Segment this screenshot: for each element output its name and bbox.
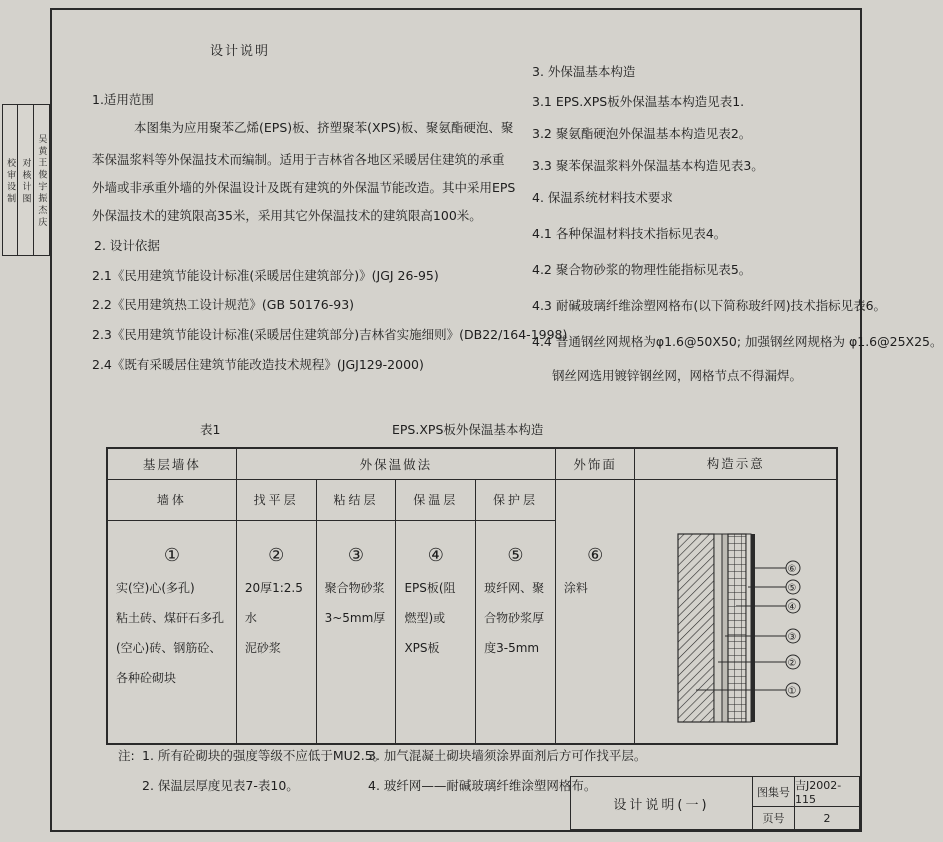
wall-description-cell — [107, 569, 236, 744]
leveling-cell — [236, 569, 316, 744]
atlas-number: 吉J2002-115 — [795, 777, 859, 807]
strip-col-names: 吴 黄 王 俊 宇 振 杰 庆 — [36, 133, 47, 227]
adhesive-line: 3~5mm厚 — [324, 611, 386, 625]
wall-line: 粘土砖、煤矸石多孔 — [116, 611, 225, 625]
diagram-label-5: ⑤ — [787, 583, 799, 594]
note-2: 2. 保温层厚度见表7-表10。 — [142, 778, 299, 793]
right-item: 钢丝网选用镀锌钢丝网，网格节点不得漏焊。 — [552, 368, 803, 383]
leveling-layer — [714, 534, 722, 722]
header-insulation-method: 外保温做法 — [236, 448, 555, 480]
s2-title: 2. 设计依据 — [94, 238, 160, 253]
right-item: 4.2 聚合物砂浆的物理性能指标见表5。 — [532, 262, 752, 277]
insulation-line: XPS板 — [404, 641, 440, 655]
note-4: 4. 玻纤网——耐碱玻璃纤维涂塑网格布。 — [368, 778, 597, 793]
insulation-layer — [728, 534, 746, 722]
subheader-protective: 保护层 — [476, 480, 556, 521]
right-item: 4.1 各种保温材料技术指标见表4。 — [532, 226, 727, 241]
wall-line: 各种砼砌块 — [116, 671, 177, 685]
signature-strip — [2, 104, 50, 256]
num-3: ③ — [316, 521, 396, 570]
protective-line: 玻纤网、聚 — [484, 581, 545, 595]
wall-line: 实(空)心(多孔) — [116, 581, 195, 595]
adhesive-cell — [316, 569, 396, 744]
num-5: ⑤ — [476, 521, 556, 570]
insulation-line: 燃型)或 — [404, 611, 446, 625]
diagram-label-3: ③ — [787, 632, 799, 643]
s2-item: 2.2《民用建筑热工设计规范》(GB 50176-93) — [92, 297, 355, 312]
s3-title: 3. 外保温基本构造 — [532, 64, 636, 79]
atlas-label: 图集号 — [753, 777, 795, 807]
right-item: 4.3 耐碱玻璃纤维涂塑网格布(以下简称玻纤网)技术指标见表6。 — [532, 298, 887, 313]
diagram-label-4: ④ — [787, 602, 799, 613]
leveling-line: 20厚1:2.5水 — [244, 581, 303, 625]
subheader-finish-blank — [555, 480, 635, 521]
insulation-line: EPS板(阻 — [404, 581, 456, 595]
note-1: 1. 所有砼砌块的强度等级不应低于MU2.5。 — [142, 748, 386, 763]
s1-line: 外墙或非承重外墙的外保温设计及既有建筑的外保温节能改造。其中采用EPS — [92, 180, 516, 195]
notes-label: 注: — [118, 748, 135, 763]
finish-cell — [555, 569, 635, 744]
header-diagram-cell — [635, 448, 837, 744]
page-label: 页号 — [753, 807, 795, 829]
protective-cell — [476, 569, 556, 744]
s2-item: 2.1《民用建筑节能设计标准(采暖居住建筑部分)》(JGJ 26-95) — [92, 268, 439, 283]
right-item: 4. 保温系统材料技术要求 — [532, 190, 673, 205]
right-item: 3.1 EPS.XPS板外保温基本构造见表1. — [532, 94, 745, 109]
s1-line: 外保温技术的建筑限高35米，采用其它外保温技术的建筑限高100米。 — [92, 208, 482, 223]
s1-line: 苯保温浆料等外保温技术而编制。适用于吉林省各地区采暖居住建筑的承重 — [92, 152, 505, 167]
num-6: ⑥ — [555, 521, 635, 570]
adhesive-line: 聚合物砂浆 — [324, 581, 385, 595]
num-1: ① — [107, 521, 236, 570]
header-finish: 外饰面 — [555, 448, 635, 480]
s1-title: 1.适用范围 — [92, 92, 154, 107]
s2-item: 2.4《既有采暖居住建筑节能改造技术规程》(JGJ129-2000) — [92, 357, 424, 372]
wall-section-diagram — [636, 480, 836, 738]
title-block — [570, 776, 860, 830]
header-base-wall: 基层墙体 — [107, 448, 236, 480]
page-number: 2 — [823, 811, 831, 825]
subheader-adhesive: 粘结层 — [316, 480, 396, 521]
protective-line: 度3-5mm — [484, 641, 540, 655]
diagram-label-6: ⑥ — [787, 564, 799, 575]
s1-line: 本图集为应用聚苯乙烯(EPS)板、挤塑聚苯(XPS)板、聚氨酯硬泡、聚 — [134, 120, 514, 135]
right-item: 3.3 聚苯保温浆料外保温基本构造见表3。 — [532, 158, 764, 173]
sheet-title: 设计说明(一) — [571, 777, 753, 829]
subheader-leveling: 找平层 — [236, 480, 316, 521]
wall-line: (空心)砖、钢筋砼、 — [116, 641, 222, 655]
base-wall-layer — [678, 534, 714, 722]
insulation-cell — [396, 569, 476, 744]
section-heading: 设计说明 — [210, 44, 271, 59]
header-diagram: 构造示意 — [635, 449, 836, 480]
leveling-line: 泥砂浆 — [244, 641, 281, 655]
finish-line: 涂料 — [563, 581, 588, 595]
subheader-insulation: 保温层 — [396, 480, 476, 521]
protective-line: 合物砂浆厚 — [484, 611, 545, 625]
right-item: 4.4 普通钢丝网规格为φ1.6@50X50; 加强钢丝网规格为 φ1.6@25X25。 — [532, 334, 943, 349]
diagram-label-1: ① — [787, 686, 799, 697]
subheader-wall: 墙体 — [107, 480, 236, 521]
table-label: 表1 — [200, 422, 221, 437]
strip-col-roles-2: 对 核 计 图 — [18, 105, 33, 255]
adhesive-layer — [722, 534, 728, 722]
note-3: 3. 加气混凝土砌块墙须涂界面剂后方可作找平层。 — [368, 748, 647, 763]
s2-item: 2.3《民用建筑节能设计标准(采暖居住建筑部分)吉林省实施细则》(DB22/164-1998) — [92, 327, 568, 342]
table-caption: EPS.XPS板外保温基本构造 — [392, 422, 544, 437]
num-4: ④ — [396, 521, 476, 570]
diagram-label-2: ② — [787, 658, 799, 669]
num-2: ② — [236, 521, 316, 570]
strip-col-roles-1: 校 审 设 制 — [3, 105, 18, 255]
construction-table — [106, 447, 838, 745]
right-item: 3.2 聚氨酯硬泡外保温基本构造见表2。 — [532, 126, 752, 141]
finish-layer — [751, 534, 755, 722]
protective-layer — [746, 534, 751, 722]
